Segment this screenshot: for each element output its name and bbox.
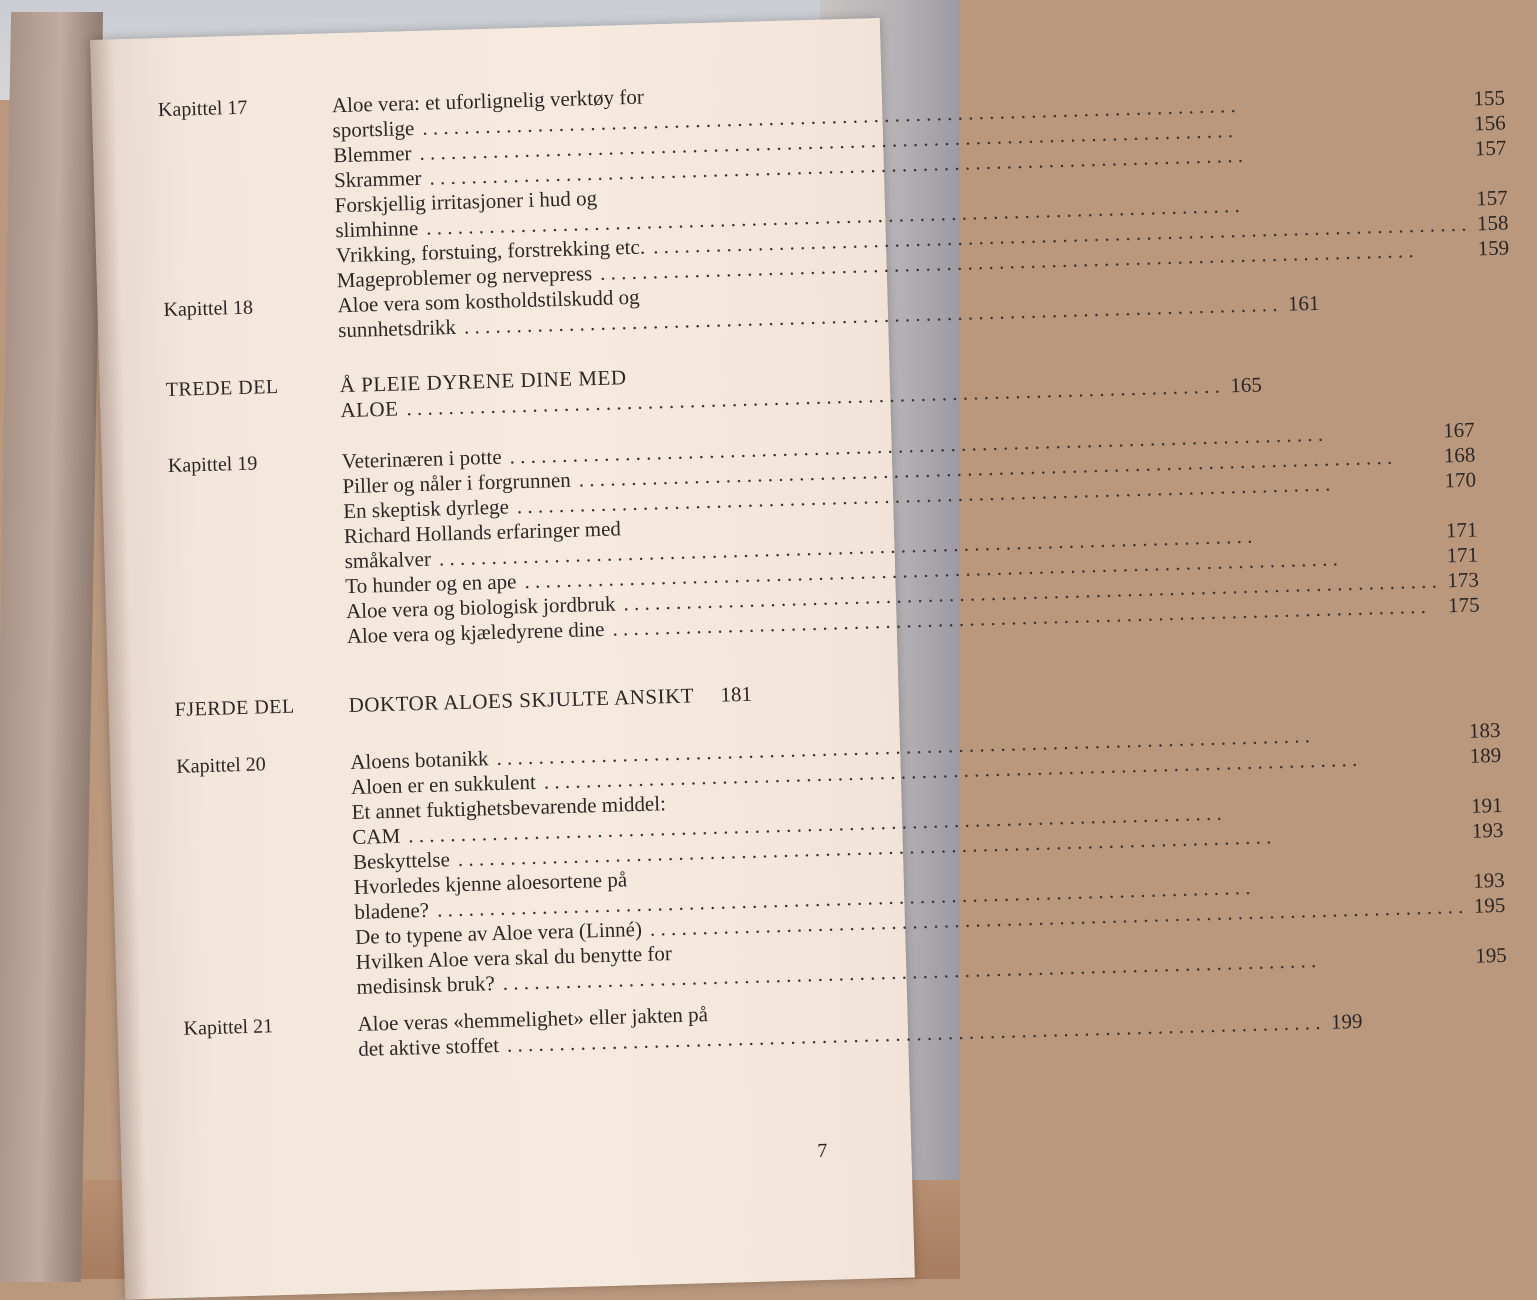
toc-entry-title: En skeptisk dyrlege — [342, 494, 510, 524]
toc-entry-title: Aloen er en sukkulent — [350, 769, 537, 800]
book-page — [90, 18, 1510, 1300]
toc-entry-page: 199 — [1330, 1008, 1363, 1034]
toc-entry-title: Vrikking, forstuing, forstrekking etc. — [335, 234, 646, 268]
toc-entry-page: 170 — [1444, 467, 1477, 493]
toc-entry-title-line: Aloe vera: et uforlignelig verktøy for — [331, 84, 645, 118]
toc-entry — [348, 680, 815, 718]
toc-entry-title-line: Aloe vera som kostholdstilskudd og — [337, 284, 640, 318]
toc-entry-page: 161 — [1287, 290, 1320, 316]
toc-section-label: Kapittel 19 — [167, 452, 258, 477]
toc-entry-title-line: Forskjellig irritasjoner i hud og — [334, 185, 598, 218]
toc-section — [167, 417, 1480, 654]
toc-entry-title: småkalver — [344, 546, 432, 574]
toc-entry-title: Aloens botanikk — [349, 746, 489, 775]
toc-entry-page: 193 — [1472, 867, 1505, 893]
toc-entry-title: slimhinne — [335, 215, 419, 243]
toc-entry-title: medisinsk bruk? — [356, 971, 496, 999]
toc-entry-title: To hunder og en ape — [345, 569, 517, 599]
toc-entry-page: 193 — [1471, 817, 1504, 843]
toc-entry-title: ALOE — [340, 396, 399, 423]
toc-entry-title: sunnhetsdrikk — [337, 314, 457, 343]
toc-entry-page: 157 — [1474, 135, 1507, 161]
toc-entry-page: 181 — [720, 681, 753, 707]
toc-entry-title: Skrammer — [333, 165, 422, 193]
toc-entry-page: 183 — [1468, 717, 1501, 743]
toc-entry-title-line: Et annet fuktighetsbevarende middel: — [351, 791, 667, 824]
page-number: 7 — [817, 1139, 828, 1163]
toc-entries — [332, 61, 1510, 294]
toc-entries — [339, 347, 1262, 423]
toc-entries — [350, 718, 1507, 1000]
toc-section-label: FJERDE DEL — [174, 695, 295, 721]
toc-section — [176, 717, 1508, 1005]
toc-entry-title: Veterinæren i potte — [341, 444, 502, 474]
toc-entry-title: sportslige — [332, 115, 415, 143]
toc-section — [165, 360, 1263, 428]
table-of-contents — [157, 80, 1510, 1066]
toc-entry-title: Aloe vera og kjæledyrene dine — [346, 616, 605, 649]
toc-entry-page: 168 — [1443, 442, 1476, 468]
toc-entry-title: Aloe vera og biologisk jordbruk — [345, 591, 616, 624]
toc-entry-page: 165 — [1230, 372, 1263, 398]
toc-section — [183, 999, 1363, 1067]
toc-entry-page: 195 — [1473, 892, 1506, 918]
toc-section — [157, 80, 1510, 298]
toc-entry-page: 171 — [1445, 517, 1478, 543]
toc-entry-page: 156 — [1473, 110, 1506, 136]
toc-entry-title: det aktive stoffet — [357, 1032, 500, 1061]
toc-entry-page: 189 — [1469, 742, 1502, 768]
page-gutter-shadow — [90, 39, 149, 1299]
toc-entry-title: bladene? — [354, 897, 430, 924]
left-page-edge — [0, 12, 103, 1282]
toc-entry-page: 159 — [1477, 235, 1510, 261]
toc-entries — [342, 417, 1480, 649]
toc-entry-page: 195 — [1474, 942, 1508, 968]
toc-entry-title-line: Aloe veras «hemmelighet» eller jakten på — [357, 1002, 709, 1036]
toc-section-label: Kapittel 21 — [183, 1015, 274, 1040]
toc-entry-title: Piller og nåler i forgrunnen — [342, 467, 572, 499]
toc-section-label: Kapittel 17 — [157, 96, 248, 122]
toc-entry-page: 157 — [1475, 185, 1509, 211]
toc-entry-page: 167 — [1442, 417, 1475, 443]
toc-entry-title: DOKTOR ALOES SKJULTE ANSIKT — [348, 683, 695, 718]
toc-entry-title: De to typene av Aloe vera (Linné) — [354, 916, 643, 949]
toc-entry-page: 171 — [1446, 542, 1479, 568]
toc-section-label: TREDE DEL — [165, 375, 279, 402]
toc-entry-title: Beskyttelse — [352, 847, 451, 874]
toc-entry-title: Mageproblemer og nervepress — [336, 261, 593, 293]
toc-section-label: Kapittel 20 — [176, 753, 267, 778]
toc-entry-title-line: Å PLEIE DYRENE DINE MED — [339, 365, 627, 398]
toc-entry-page: 158 — [1476, 210, 1509, 236]
toc-entry-title-line: Hvilken Aloe vera skal du benytte for — [355, 941, 673, 974]
toc-entry-page: 173 — [1446, 567, 1480, 593]
toc-entry-title: Blemmer — [332, 141, 412, 168]
toc-entry-page: 155 — [1473, 85, 1506, 111]
toc-section — [174, 680, 814, 723]
toc-entry-title-line: Hvorledes kjenne aloesortene på — [353, 867, 628, 899]
toc-entries — [348, 680, 815, 718]
toc-section-label: Kapittel 18 — [163, 296, 254, 322]
toc-entry-title-line: Richard Hollands erfaringer med — [343, 516, 622, 549]
toc-entry-page: 175 — [1447, 592, 1480, 618]
toc-entry-title: CAM — [352, 823, 401, 849]
toc-entry-page: 191 — [1470, 792, 1503, 818]
